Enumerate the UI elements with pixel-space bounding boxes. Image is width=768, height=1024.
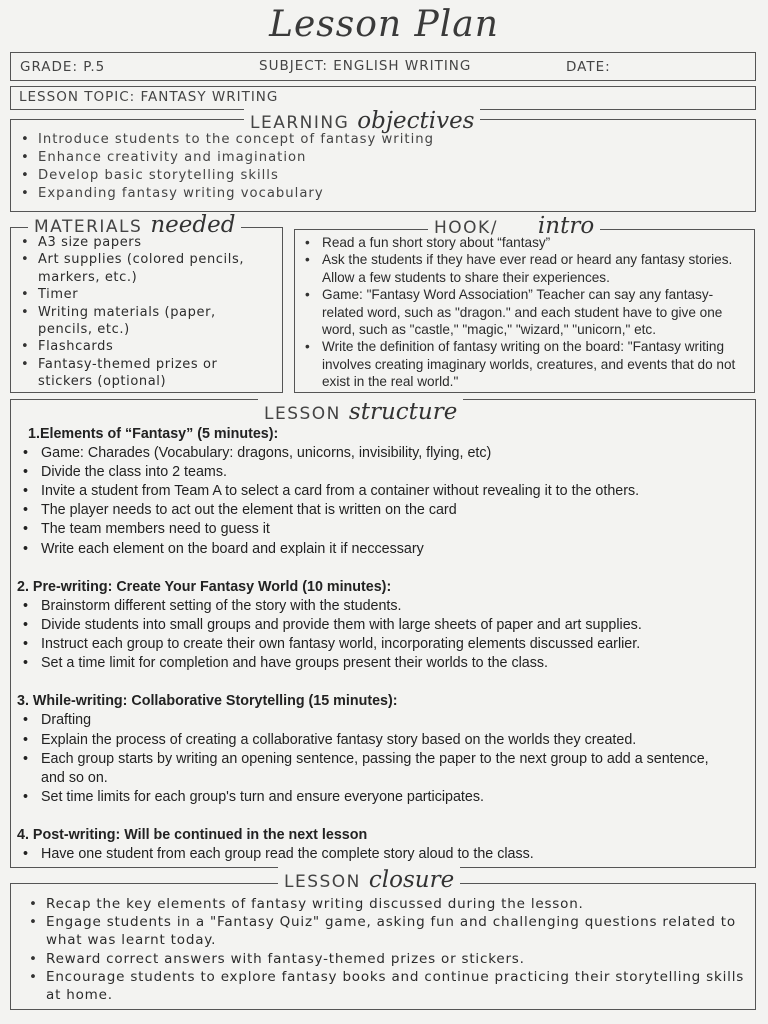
section-title [12,826,752,845]
list-item: • Encourage students to explore fantasy books and continue practicing their storytelling skills at home. [46,968,746,1004]
page-title: Lesson Plan [269,4,499,45]
list-item: • Write the definition of fantasy writing on the board: "Fantasy writing involves creating imaginary worlds, creatures, and events that do not exist in the real world." [322,338,748,390]
list-item: • Writing materials (paper, pencils, etc.) [38,304,266,339]
list-item: • Fantasy-themed prizes or stickers (optional) [38,356,266,391]
closure-heading-label: LESSON [284,872,361,892]
list-item: • Timer [38,286,266,303]
topic-row [10,86,756,110]
list-item: • The team members need to guess it [12,520,752,539]
list-item: • Brainstorm different setting of the story with the students. [12,597,752,616]
materials-heading-label: MATERIALS [34,217,143,237]
objectives-list [38,131,738,203]
section-title [12,692,752,711]
list-item: • Game: "Fantasy Word Association” Teacher can say any fantasy-related word, such as "dragon." and each student have to give one word, such as "castle," "magic," "wizard," "unicorn," etc. [322,286,748,338]
grade-label: GRADE: P.5 [20,59,106,75]
section-title-text: While-writing: Collaborative Storytelling (15 minutes): [32,693,398,710]
objectives-heading-label: LEARNING [250,113,350,133]
structure-heading-label: LESSON [264,404,341,424]
list-item: • Each group starts by writing an opening sentence, passing the paper to the next group to add a sentence, and so on. [12,750,721,788]
list-item: • Enhance creativity and imagination [38,149,738,167]
list-item: • Develop basic storytelling skills [38,167,738,185]
list-item: • Read a fun short story about “fantasy” [322,234,748,251]
materials-heading-script: needed [150,212,236,238]
list-item: • Art supplies (colored pencils, markers, etc.) [38,251,266,286]
list-item: • Game: Charades (Vocabulary: dragons, unicorns, invisibility, flying, etc) [12,444,752,463]
hook-heading-label: HOOK/ [434,218,498,238]
closure-list [46,895,746,1004]
section-number: 3. [17,693,29,710]
section-number: 4. [17,826,29,843]
list-item: • Set a time limit for completion and have groups present their worlds to the class. [12,654,752,673]
list-item: • Reward correct answers with fantasy-themed prizes or stickers. [46,950,746,968]
hook-heading-script: intro [537,213,595,239]
list-item: • Flashcards [38,338,266,355]
structure-content [12,425,752,864]
list-item: • Divide students into small groups and provide them with large sheets of paper and art supplies. [12,616,752,635]
hook-list [322,234,748,391]
list-item: • Have one student from each group read the complete story aloud to the class. [12,845,752,864]
list-item: • Divide the class into 2 teams. [12,463,752,482]
list-item: • Ask the students if they have ever read or heard any fantasy stories. Allow a few students to share their experiences. [322,251,748,286]
materials-list [38,234,266,391]
closure-heading [278,867,460,893]
list-item: • Introduce students to the concept of fantasy writing [38,131,738,149]
list-item: • Write each element on the board and explain it if neccessary [12,540,752,559]
list-item: • Explain the process of creating a collaborative fantasy story based on the worlds they created. [12,731,752,750]
list-item: • Recap the key elements of fantasy writing discussed during the lesson. [46,895,746,913]
structure-heading [258,399,463,425]
section-title-text: Elements of “Fantasy” (5 minutes): [39,426,279,442]
list-item: • Instruct each group to create their own fantasy world, incorporating elements discussed earlier. [12,635,752,654]
section-title [12,578,752,597]
topic-label: LESSON TOPIC: FANTASY WRITING [19,89,279,105]
structure-heading-script: structure [348,399,458,425]
list-item: • Expanding fantasy writing vocabulary [38,185,738,203]
section-title-text: Post-writing: Will be continued in the next lesson [32,826,368,843]
list-item: • The player needs to act out the element that is written on the card [12,501,752,520]
list-item: • Set time limits for each group's turn and ensure everyone participates. [12,788,752,807]
section-number: 1. [28,426,40,442]
subject-label: SUBJECT: ENGLISH WRITING [259,58,472,74]
section-title-text: Pre-writing: Create Your Fantasy World (10 minutes): [32,578,392,595]
objectives-heading-script: objectives [357,108,475,134]
list-item: • A3 size papers [38,234,266,251]
list-item: • Drafting [12,711,752,730]
info-row [10,52,756,81]
list-item: • Invite a student from Team A to select a card from a container without revealing it to the others. [12,482,752,501]
section-number: 2. [17,578,29,595]
list-item: • Engage students in a "Fantasy Quiz" game, asking fun and challenging questions related to what was learnt today. [46,913,746,949]
date-label: DATE: [566,59,611,75]
section-title [12,425,752,444]
closure-heading-script: closure [368,867,455,893]
